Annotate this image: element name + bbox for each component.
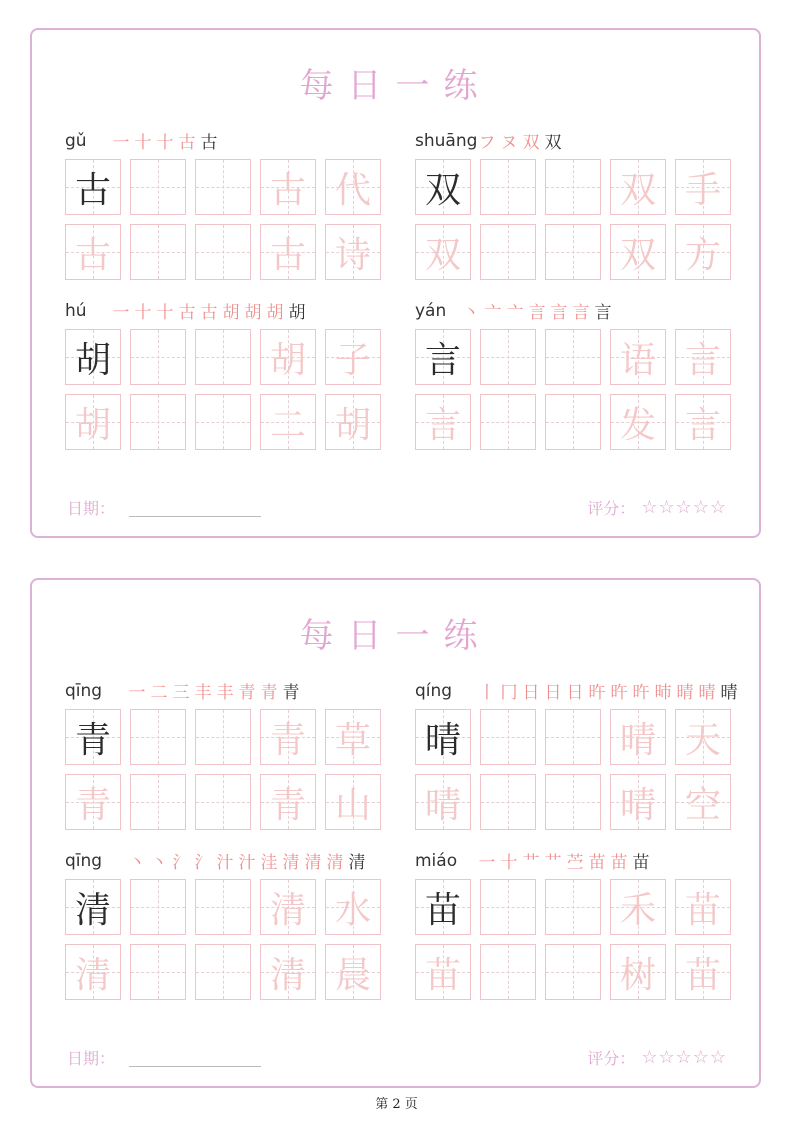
practice-cell[interactable] xyxy=(65,394,121,450)
pinyin-label: qīng xyxy=(65,681,103,701)
practice-cell[interactable] xyxy=(545,774,601,830)
practice-cell[interactable] xyxy=(480,944,536,1000)
stroke-step: 十 xyxy=(156,303,174,323)
cell-character: 胡 xyxy=(74,404,111,446)
stroke-step: 晴 xyxy=(720,683,738,703)
practice-cell[interactable] xyxy=(325,709,381,765)
score-area xyxy=(587,1046,727,1069)
model-character-cell xyxy=(65,709,121,765)
cell-character: 青 xyxy=(269,719,306,761)
practice-cell[interactable] xyxy=(675,774,731,830)
stroke-step: 艹 xyxy=(544,853,562,873)
practice-cell[interactable] xyxy=(325,879,381,935)
cell-character: 言 xyxy=(684,404,721,446)
practice-cell[interactable] xyxy=(130,879,186,935)
cell-character: 青 xyxy=(74,784,111,826)
stroke-step: ヌ xyxy=(500,133,518,153)
model-character-cell xyxy=(65,329,121,385)
stroke-step: 双 xyxy=(544,133,562,153)
stroke-step: 晴 xyxy=(676,683,694,703)
practice-cell[interactable] xyxy=(480,224,536,280)
stroke-step: 艹 xyxy=(522,853,540,873)
pinyin-label: hú xyxy=(65,301,87,321)
cell-character: 二 xyxy=(269,404,306,446)
practice-cell[interactable] xyxy=(415,394,471,450)
cell-character: 代 xyxy=(334,169,371,211)
practice-cell[interactable] xyxy=(610,394,666,450)
practice-cell[interactable] xyxy=(260,224,316,280)
practice-cell[interactable] xyxy=(675,394,731,450)
cell-character: 古 xyxy=(269,234,306,276)
date-label: 日期： xyxy=(67,1049,116,1068)
cell-character: 双 xyxy=(619,234,656,276)
practice-cell[interactable] xyxy=(675,159,731,215)
practice-cell[interactable] xyxy=(195,944,251,1000)
practice-cell[interactable] xyxy=(480,709,536,765)
pinyin-label: miáo xyxy=(415,851,458,871)
cell-character: 青 xyxy=(269,784,306,826)
cell-character: 晨 xyxy=(334,954,371,996)
star-rating[interactable]: ☆☆☆☆☆ xyxy=(641,497,727,518)
stroke-step: 言 xyxy=(594,303,612,323)
score-label: 评分： xyxy=(587,1049,636,1068)
practice-card xyxy=(30,28,761,538)
cell-character: 禾 xyxy=(619,889,656,931)
stroke-step: 晴 xyxy=(698,683,716,703)
stroke-step: 丶 xyxy=(462,303,480,323)
cell-character: 胡 xyxy=(334,404,371,446)
stroke-step: 苎 xyxy=(566,853,584,873)
practice-card xyxy=(30,578,761,1088)
stroke-step: 胡 xyxy=(266,303,284,323)
model-character-cell xyxy=(415,879,471,935)
score-label: 评分： xyxy=(587,499,636,518)
stroke-step: 清 xyxy=(304,853,322,873)
stroke-step: 十 xyxy=(500,853,518,873)
stroke-step: 言 xyxy=(572,303,590,323)
model-character-cell xyxy=(415,329,471,385)
cell-character: 言 xyxy=(424,404,461,446)
stroke-step: 一 xyxy=(112,303,130,323)
practice-cell[interactable] xyxy=(195,394,251,450)
stroke-step: 十 xyxy=(134,303,152,323)
stroke-order xyxy=(111,132,219,154)
practice-cell[interactable] xyxy=(325,329,381,385)
stroke-order xyxy=(477,682,739,704)
stroke-step: 苗 xyxy=(632,853,650,873)
model-character-cell xyxy=(415,709,471,765)
cell-character: 树 xyxy=(619,954,656,996)
stroke-step: 胡 xyxy=(222,303,240,323)
cell-character: 苗 xyxy=(684,889,721,931)
stroke-step: 汁 xyxy=(238,853,256,873)
cell-character: 清 xyxy=(74,954,111,996)
stroke-step: 清 xyxy=(348,853,366,873)
cell-character: 晴 xyxy=(424,719,461,761)
practice-cell[interactable] xyxy=(130,944,186,1000)
stroke-step: 丨 xyxy=(478,683,496,703)
stroke-order xyxy=(477,852,651,874)
stroke-step: 亠 xyxy=(484,303,502,323)
stroke-step: 胡 xyxy=(288,303,306,323)
practice-cell[interactable] xyxy=(260,394,316,450)
cell-character: 水 xyxy=(334,889,371,931)
stroke-step: 青 xyxy=(282,683,300,703)
stroke-step: 丶 xyxy=(150,853,168,873)
model-character-cell xyxy=(415,159,471,215)
practice-cell[interactable] xyxy=(130,709,186,765)
practice-cell[interactable] xyxy=(545,879,601,935)
practice-cell[interactable] xyxy=(480,879,536,935)
cell-character: 言 xyxy=(684,339,721,381)
practice-cell[interactable] xyxy=(675,879,731,935)
cell-character: 双 xyxy=(619,169,656,211)
stroke-step: 氵 xyxy=(194,853,212,873)
practice-cell[interactable] xyxy=(545,224,601,280)
model-character-cell xyxy=(65,159,121,215)
stroke-step: 古 xyxy=(178,303,196,323)
practice-cell[interactable] xyxy=(610,879,666,935)
stroke-step: 亠 xyxy=(506,303,524,323)
cell-character: 晴 xyxy=(619,784,656,826)
date-input-line[interactable] xyxy=(129,1066,261,1067)
stroke-step: 青 xyxy=(238,683,256,703)
stroke-step: 日 xyxy=(544,683,562,703)
cell-character: 苗 xyxy=(424,954,461,996)
practice-cell[interactable] xyxy=(610,709,666,765)
stroke-step: 洼 xyxy=(260,853,278,873)
practice-cell[interactable] xyxy=(130,159,186,215)
cell-character: 清 xyxy=(74,889,111,931)
cell-character: 胡 xyxy=(269,339,306,381)
cell-character: 山 xyxy=(334,784,371,826)
practice-cell[interactable] xyxy=(130,774,186,830)
stroke-step: 日 xyxy=(522,683,540,703)
stroke-step: 青 xyxy=(260,683,278,703)
stroke-step: 言 xyxy=(528,303,546,323)
practice-cell[interactable] xyxy=(195,879,251,935)
practice-cell[interactable] xyxy=(65,944,121,1000)
stroke-step: 古 xyxy=(200,133,218,153)
cell-character: 发 xyxy=(619,404,656,446)
cell-character: 青 xyxy=(74,719,111,761)
practice-cell[interactable] xyxy=(195,224,251,280)
pinyin-label: gǔ xyxy=(65,131,87,151)
cell-character: 清 xyxy=(269,954,306,996)
practice-cell[interactable] xyxy=(325,944,381,1000)
stroke-step: 二 xyxy=(150,683,168,703)
practice-cell[interactable] xyxy=(545,394,601,450)
cell-character: 天 xyxy=(684,719,721,761)
practice-cell[interactable] xyxy=(65,224,121,280)
practice-cell[interactable] xyxy=(545,944,601,1000)
practice-cell[interactable] xyxy=(545,159,601,215)
practice-cell[interactable] xyxy=(325,224,381,280)
practice-cell[interactable] xyxy=(610,224,666,280)
stroke-step: 一 xyxy=(128,683,146,703)
stroke-step: 冂 xyxy=(500,683,518,703)
practice-cell[interactable] xyxy=(195,709,251,765)
page-number: 第 2 页 xyxy=(375,1097,418,1112)
stroke-order xyxy=(127,682,301,704)
practice-cell[interactable] xyxy=(415,944,471,1000)
pinyin-label: yán xyxy=(415,301,447,321)
stroke-step: 十 xyxy=(156,133,174,153)
stroke-step: 清 xyxy=(282,853,300,873)
stroke-step: 一 xyxy=(112,133,130,153)
stroke-step: 丰 xyxy=(194,683,212,703)
cell-character: 草 xyxy=(334,719,371,761)
stroke-step: 日 xyxy=(566,683,584,703)
star-rating[interactable]: ☆☆☆☆☆ xyxy=(641,1047,727,1068)
stroke-step: 旿 xyxy=(632,683,650,703)
score-area xyxy=(587,496,727,519)
cell-character: 晴 xyxy=(619,719,656,761)
stroke-step: 苗 xyxy=(610,853,628,873)
stroke-step: 一 xyxy=(478,853,496,873)
stroke-step: 旿 xyxy=(588,683,606,703)
cell-character: 语 xyxy=(619,339,656,381)
card-title: 每日一练 xyxy=(299,616,492,656)
cell-character: 手 xyxy=(684,169,721,211)
cell-character: 古 xyxy=(74,234,111,276)
stroke-step: フ xyxy=(478,133,496,153)
practice-cell[interactable] xyxy=(195,329,251,385)
stroke-step: 氵 xyxy=(172,853,190,873)
cell-character: 清 xyxy=(269,889,306,931)
practice-cell[interactable] xyxy=(675,709,731,765)
cell-character: 苗 xyxy=(424,889,461,931)
practice-cell[interactable] xyxy=(195,774,251,830)
cell-character: 双 xyxy=(424,234,461,276)
cell-character: 诗 xyxy=(334,234,371,276)
practice-cell[interactable] xyxy=(480,329,536,385)
practice-cell[interactable] xyxy=(130,394,186,450)
practice-cell[interactable] xyxy=(545,329,601,385)
cell-character: 苗 xyxy=(684,954,721,996)
stroke-step: 清 xyxy=(326,853,344,873)
practice-cell[interactable] xyxy=(480,159,536,215)
cell-character: 空 xyxy=(684,784,721,826)
model-character-cell xyxy=(65,879,121,935)
cell-character: 方 xyxy=(684,234,721,276)
stroke-order xyxy=(127,852,367,874)
stroke-order xyxy=(111,302,307,324)
cell-character: 古 xyxy=(74,169,111,211)
stroke-step: 丰 xyxy=(216,683,234,703)
practice-cell[interactable] xyxy=(415,774,471,830)
date-label: 日期： xyxy=(67,499,116,518)
practice-cell[interactable] xyxy=(610,774,666,830)
stroke-step: 胡 xyxy=(244,303,262,323)
practice-cell[interactable] xyxy=(260,774,316,830)
cell-character: 古 xyxy=(269,169,306,211)
practice-cell[interactable] xyxy=(65,774,121,830)
cell-character: 双 xyxy=(424,169,461,211)
practice-cell[interactable] xyxy=(260,709,316,765)
practice-cell[interactable] xyxy=(480,394,536,450)
practice-cell[interactable] xyxy=(130,329,186,385)
practice-cell[interactable] xyxy=(325,774,381,830)
stroke-step: 旿 xyxy=(610,683,628,703)
date-input-line[interactable] xyxy=(129,516,261,517)
stroke-step: 汁 xyxy=(216,853,234,873)
practice-cell[interactable] xyxy=(260,944,316,1000)
practice-cell[interactable] xyxy=(325,394,381,450)
practice-cell[interactable] xyxy=(675,944,731,1000)
card-title: 每日一练 xyxy=(299,66,492,106)
practice-cell[interactable] xyxy=(260,329,316,385)
practice-cell[interactable] xyxy=(610,159,666,215)
cell-character: 胡 xyxy=(74,339,111,381)
stroke-step: 古 xyxy=(178,133,196,153)
practice-cell[interactable] xyxy=(675,224,731,280)
stroke-step: 昁 xyxy=(654,683,672,703)
practice-cell[interactable] xyxy=(260,879,316,935)
cell-character: 子 xyxy=(334,339,371,381)
practice-cell[interactable] xyxy=(325,159,381,215)
stroke-step: 三 xyxy=(172,683,190,703)
practice-cell[interactable] xyxy=(415,224,471,280)
practice-cell[interactable] xyxy=(610,944,666,1000)
practice-cell[interactable] xyxy=(545,709,601,765)
cell-character: 晴 xyxy=(424,784,461,826)
stroke-step: 双 xyxy=(522,133,540,153)
stroke-step: 言 xyxy=(550,303,568,323)
pinyin-label: qīng xyxy=(65,851,103,871)
cell-character: 言 xyxy=(424,339,461,381)
stroke-step: 十 xyxy=(134,133,152,153)
pinyin-label: shuāng xyxy=(415,131,478,151)
practice-cell[interactable] xyxy=(675,329,731,385)
stroke-step: 苗 xyxy=(588,853,606,873)
stroke-step: 古 xyxy=(200,303,218,323)
stroke-order xyxy=(461,302,613,324)
practice-cell[interactable] xyxy=(130,224,186,280)
stroke-order xyxy=(477,132,563,154)
stroke-step: 丶 xyxy=(128,853,146,873)
practice-cell[interactable] xyxy=(480,774,536,830)
practice-cell[interactable] xyxy=(195,159,251,215)
practice-cell[interactable] xyxy=(610,329,666,385)
practice-cell[interactable] xyxy=(260,159,316,215)
pinyin-label: qíng xyxy=(415,681,453,701)
